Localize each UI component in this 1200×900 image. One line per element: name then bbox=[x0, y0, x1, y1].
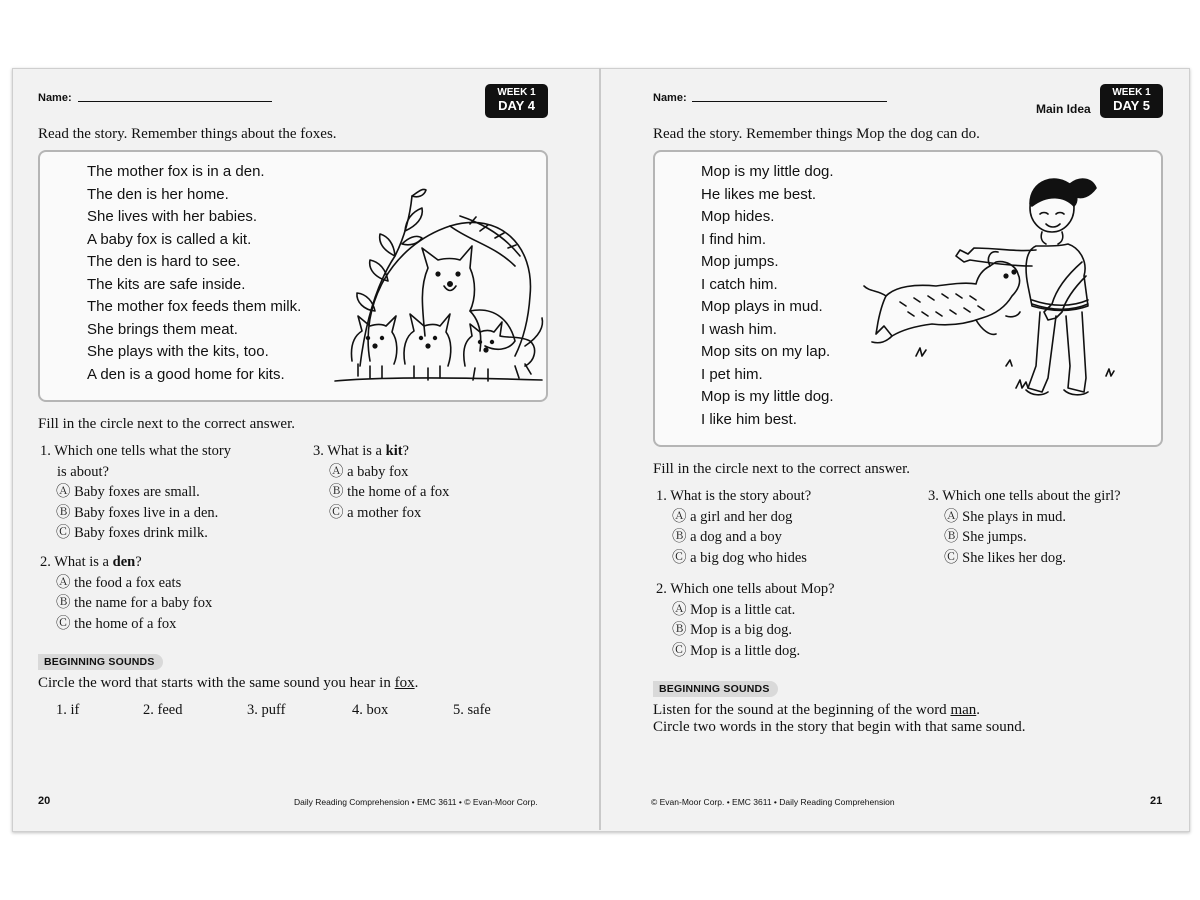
answer-option[interactable]: Ⓒ Mop is a little dog. bbox=[672, 642, 801, 659]
name-line bbox=[78, 101, 272, 102]
word-choice[interactable]: 5. safe bbox=[453, 702, 491, 718]
week-day-badge bbox=[485, 84, 548, 118]
story-line: Mop sits on my lap. bbox=[701, 343, 831, 360]
sound-instruction: Listen for the sound at the beginning of the word man. Circle two words in the story that begin with that same sound. bbox=[653, 702, 1026, 735]
story-line: Mop plays in mud. bbox=[701, 298, 823, 315]
target-word: man bbox=[950, 702, 977, 718]
page-footer: Daily Reading Comprehension • EMC 3611 • © Evan-Moor Corp. bbox=[294, 797, 538, 807]
page-number: 20 bbox=[38, 795, 51, 807]
questions-instruction: Fill in the circle next to the correct answer. bbox=[653, 461, 910, 477]
name-line bbox=[692, 101, 887, 102]
name-label: Name: bbox=[653, 92, 687, 104]
question-3-stem: 3. What is a kit? bbox=[313, 443, 409, 459]
question-3 bbox=[928, 486, 1121, 568]
answer-option[interactable]: Ⓐ She plays in mud. bbox=[944, 508, 1067, 525]
story-line: The mother fox feeds them milk. bbox=[87, 298, 302, 315]
target-word: fox bbox=[394, 675, 415, 691]
question-3-stem: 3. Which one tells about the girl? bbox=[928, 488, 1121, 504]
story-instruction: Read the story. Remember things about the foxes. bbox=[38, 126, 337, 142]
answer-option[interactable]: Ⓐ a baby fox bbox=[329, 463, 409, 480]
story-line: Mop is my little dog. bbox=[701, 163, 834, 180]
answer-option[interactable]: Ⓒ a mother fox bbox=[329, 504, 422, 521]
section-label-beginning-sounds: BEGINNING SOUNDS bbox=[38, 654, 163, 670]
answer-option[interactable]: Ⓒ Baby foxes drink milk. bbox=[56, 525, 208, 541]
story-line: She lives with her babies. bbox=[87, 208, 258, 225]
story-line: He likes me best. bbox=[701, 185, 817, 203]
question-2 bbox=[40, 552, 212, 634]
question-2 bbox=[656, 579, 835, 661]
name-label: Name: bbox=[38, 92, 72, 104]
answer-option[interactable]: Ⓑ Baby foxes live in a den. bbox=[56, 504, 219, 521]
story-line: A den is a good home for kits. bbox=[87, 365, 285, 383]
story-line: She brings them meat. bbox=[87, 320, 238, 338]
page-right bbox=[601, 68, 1188, 830]
story-line: Mop jumps. bbox=[701, 253, 779, 270]
word-choice[interactable]: 2. feed bbox=[143, 702, 183, 718]
answer-option[interactable]: Ⓒ She likes her dog. bbox=[944, 549, 1067, 566]
story-line: I catch him. bbox=[701, 275, 778, 293]
answer-option[interactable]: Ⓑ Mop is a big dog. bbox=[672, 622, 793, 638]
question-1-stem: 1. Which one tells what the story bbox=[40, 443, 232, 459]
question-1-stem: 1. What is the story about? bbox=[656, 488, 812, 504]
answer-option[interactable]: Ⓑ the home of a fox bbox=[329, 484, 450, 500]
story-text bbox=[87, 161, 301, 386]
question-1 bbox=[656, 486, 811, 568]
story-line: The den is hard to see. bbox=[87, 253, 241, 270]
answer-option[interactable]: Ⓐ a girl and her dog bbox=[672, 508, 793, 525]
story-line: A baby fox is called a kit. bbox=[87, 230, 252, 248]
question-3 bbox=[313, 441, 449, 523]
questions-instruction: Fill in the circle next to the correct answer. bbox=[38, 416, 295, 432]
word-choice[interactable]: 1. if bbox=[56, 702, 80, 718]
story-line: I pet him. bbox=[701, 365, 763, 383]
fox-family-illustration bbox=[330, 186, 545, 386]
answer-option[interactable]: Ⓑ the name for a baby fox bbox=[56, 595, 213, 611]
story-line: Mop is my little dog. bbox=[701, 388, 834, 405]
story-line: The den is her home. bbox=[87, 185, 229, 203]
girl-and-dog-illustration bbox=[856, 166, 1146, 411]
answer-option[interactable]: Ⓒ the home of a fox bbox=[56, 615, 177, 632]
answer-option[interactable]: Ⓑ She jumps. bbox=[944, 529, 1027, 545]
story-line: I find him. bbox=[701, 230, 767, 248]
answer-option[interactable]: Ⓒ a big dog who hides bbox=[672, 549, 807, 566]
sound-instruction: Circle the word that starts with the same sound you hear in fox. bbox=[38, 675, 419, 691]
story-line: The kits are safe inside. bbox=[87, 275, 246, 293]
page-footer: © Evan-Moor Corp. • EMC 3611 • Daily Reading Comprehension bbox=[651, 797, 895, 807]
answer-option[interactable]: Ⓐ Baby foxes are small. bbox=[56, 484, 200, 500]
question-1 bbox=[40, 441, 231, 544]
answer-option[interactable]: Ⓐ Mop is a little cat. bbox=[672, 601, 796, 618]
page-left bbox=[12, 68, 599, 830]
answer-option[interactable]: Ⓑ a dog and a boy bbox=[672, 529, 782, 545]
skill-label: Main Idea bbox=[1036, 102, 1091, 116]
story-line: Mop hides. bbox=[701, 208, 775, 225]
question-1-stem-cont: is about? bbox=[57, 463, 109, 480]
section-label-beginning-sounds: BEGINNING SOUNDS bbox=[653, 681, 778, 697]
story-text bbox=[701, 161, 834, 431]
story-line: I like him best. bbox=[701, 410, 797, 428]
day-label: DAY 5 bbox=[1113, 98, 1150, 113]
story-instruction: Read the story. Remember things Mop the dog can do. bbox=[653, 126, 980, 142]
story-line: She plays with the kits, too. bbox=[87, 343, 269, 360]
week-label: WEEK 1 bbox=[497, 87, 536, 98]
story-line: The mother fox is in a den. bbox=[87, 163, 265, 180]
word-choice[interactable]: 4. box bbox=[352, 702, 389, 718]
answer-option[interactable]: Ⓐ the food a fox eats bbox=[56, 574, 182, 591]
question-2-stem: 2. Which one tells about Mop? bbox=[656, 581, 835, 597]
page-number: 21 bbox=[1150, 795, 1163, 807]
week-day-badge bbox=[1100, 84, 1163, 118]
word-choice[interactable]: 3. puff bbox=[247, 702, 286, 718]
story-line: I wash him. bbox=[701, 320, 777, 338]
question-2-stem: 2. What is a den? bbox=[40, 554, 142, 570]
day-label: DAY 4 bbox=[498, 98, 535, 113]
week-label: WEEK 1 bbox=[1112, 87, 1151, 98]
